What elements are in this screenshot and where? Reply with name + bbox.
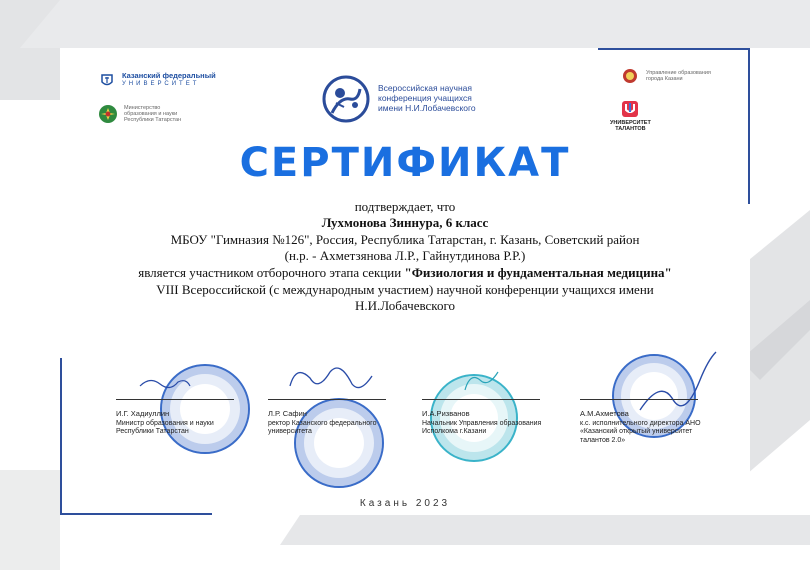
signature-block-2	[268, 410, 408, 437]
conference-text-line-3: имени Н.И.Лобачевского	[378, 102, 476, 113]
seal-ministry	[160, 364, 250, 454]
ministry-emblem-icon	[98, 104, 118, 124]
ministry-text: Министерство образования и науки Республики Татарстан	[124, 104, 182, 124]
conference-text-line-2: конференция учащихся	[378, 93, 472, 104]
conference-emblem-icon	[322, 75, 370, 123]
conference-line-1: VIII Всероссийской (с международным участием) научной конференции учащихся имени	[156, 282, 654, 297]
talent-university-logo	[610, 100, 651, 133]
signature-block-4	[580, 410, 720, 445]
signatory-role: Министр образования и науки Республики Татарстан	[116, 419, 214, 435]
signature-line-1	[116, 399, 234, 400]
signature-block-3	[422, 410, 562, 437]
frame-line-bottom-left	[60, 513, 212, 515]
supervisors-text: (н.р. - Ахметзянова Л.Р., Гайнутдинова Р.Р.)	[284, 248, 526, 263]
city-admin-text: Управление образования города Казани	[646, 69, 711, 82]
section-name: "Физиология и фундаментальная медицина"	[404, 265, 672, 280]
signatory-name: А.М.Ахметова	[580, 409, 629, 418]
signatory-name: Л.Р. Сафин	[268, 409, 307, 418]
talent-univ-line-2: ТАЛАНТОВ	[615, 126, 646, 133]
ministry-logo	[98, 104, 194, 124]
confirms-text: подтверждает, что	[354, 199, 456, 214]
kfu-logo	[100, 72, 216, 88]
signature-line-2	[268, 399, 386, 400]
conference-text-line-1: Всероссийская научная	[378, 83, 472, 94]
signatory-role: к.с. исполнительного директора АНО «Казанский открытый университет талантов 2.0»	[580, 419, 701, 444]
signature-line-3	[422, 399, 540, 400]
certificate-title: СЕРТИФИКАТ	[239, 140, 571, 186]
signatory-role: ректор Казанского федерального университета	[268, 419, 377, 435]
kfu-sub: УНИВЕРСИТЕТ	[122, 80, 200, 87]
signatory-name: И.Г. Хадиуллин	[116, 409, 170, 418]
kfu-name: Казанский федеральный	[122, 71, 216, 80]
talent-university-emblem-icon	[621, 100, 639, 118]
signature-block-1	[116, 410, 256, 437]
conference-logo	[322, 75, 476, 123]
frame-line-top-right	[598, 48, 750, 50]
talent-univ-line-1: УНИВЕРСИТЕТ	[610, 120, 651, 126]
city-admin-logo	[622, 68, 721, 84]
signature-line-4	[580, 399, 698, 400]
frame-line-left	[60, 358, 62, 515]
kfu-emblem-icon	[100, 73, 114, 87]
student-name: Лухмонова Зиннура, 6 класс	[321, 215, 489, 230]
school-text: МБОУ "Гимназия №126", Россия, Республика Татарстан, г. Казань, Советский район	[170, 232, 640, 247]
city-emblem-icon	[622, 68, 638, 84]
participant-prefix: является участником отборочного этапа секции	[138, 265, 405, 280]
signatory-name: И.А.Ризванов	[422, 409, 470, 418]
conference-line-2: Н.И.Лобачевского	[355, 298, 455, 313]
signatory-role: Начальник Управления образования Исполкома г.Казани	[422, 419, 542, 435]
participant-line	[90, 265, 720, 281]
city-year-footer: Казань 2023	[359, 498, 451, 509]
